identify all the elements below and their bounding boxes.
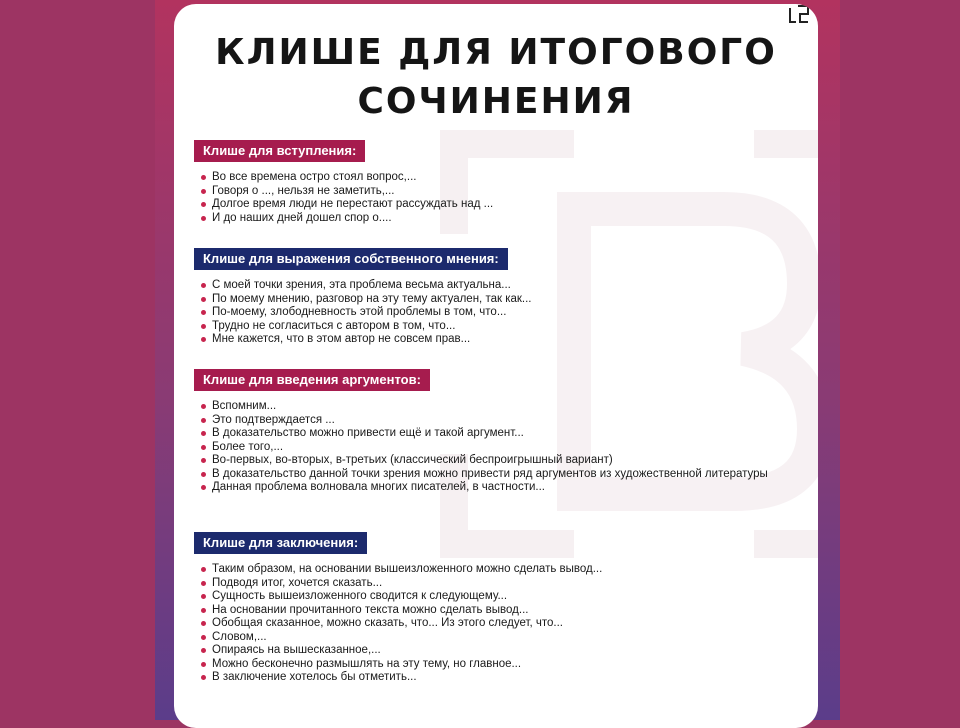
bullet-icon — [201, 567, 206, 572]
list-item: Более того,... — [200, 441, 794, 455]
bullet-icon — [201, 445, 206, 450]
list-item: Словом,... — [200, 631, 794, 645]
bullet-icon — [201, 675, 206, 680]
list-item: Во-первых, во-вторых, в-третьих (классический беспроигрышный вариант) — [200, 454, 794, 468]
bullet-icon — [201, 431, 206, 436]
list-item: Данная проблема волновала многих писателей, в частности... — [200, 481, 794, 495]
bullet-icon — [201, 337, 206, 342]
list-item: Говоря о ..., нельзя не заметить,... — [200, 185, 794, 199]
section-arguments — [194, 369, 794, 495]
list-item: По моему мнению, разговор на эту тему актуален, так как... — [200, 293, 794, 307]
bullet-icon — [201, 175, 206, 180]
right-background — [840, 0, 960, 720]
item-list — [200, 400, 794, 495]
section-introduction — [194, 140, 794, 225]
list-item: С моей точки зрения, эта проблема весьма актуальна... — [200, 279, 794, 293]
section-header: Клише для введения аргументов: — [194, 369, 430, 391]
bullet-icon — [201, 621, 206, 626]
list-item: Подводя итог, хочется сказать... — [200, 577, 794, 591]
bullet-icon — [201, 458, 206, 463]
list-item: В доказательство данной точки зрения можно привести ряд аргументов из художественной литературы — [200, 468, 794, 482]
bullet-icon — [201, 418, 206, 423]
item-list — [200, 171, 794, 225]
list-item: Обобщая сказанное, можно сказать, что... Из этого следует, что... — [200, 617, 794, 631]
bullet-icon — [201, 594, 206, 599]
bullet-icon — [201, 310, 206, 315]
bullet-icon — [201, 202, 206, 207]
title-line-1: КЛИШЕ ДЛЯ ИТОГОВОГО — [215, 32, 777, 73]
title-line-2: СОЧИНЕНИЯ — [357, 81, 635, 122]
bullet-icon — [201, 404, 206, 409]
list-item: В доказательство можно привести ещё и такой аргумент... — [200, 427, 794, 441]
list-item: Можно бесконечно размышлять на эту тему, но главное... — [200, 658, 794, 672]
list-item: Опираясь на вышесказанное,... — [200, 644, 794, 658]
list-item: По-моему, злободневность этой проблемы в том, что... — [200, 306, 794, 320]
list-item: Сущность вышеизложенного сводится к следующему... — [200, 590, 794, 604]
section-header: Клише для вступления: — [194, 140, 365, 162]
list-item: Трудно не согласиться с автором в том, что... — [200, 320, 794, 334]
list-item: Мне кажется, что в этом автор не совсем прав... — [200, 333, 794, 347]
bullet-icon — [201, 648, 206, 653]
bullet-icon — [201, 635, 206, 640]
list-item: Вспомним... — [200, 400, 794, 414]
bullet-icon — [201, 662, 206, 667]
bullet-icon — [201, 581, 206, 586]
bullet-icon — [201, 608, 206, 613]
list-item: В заключение хотелось бы отметить... — [200, 671, 794, 685]
item-list — [200, 279, 794, 347]
bullet-icon — [201, 297, 206, 302]
corner-logo-icon — [786, 4, 812, 26]
section-header: Клише для заключения: — [194, 532, 367, 554]
list-item: На основании прочитанного текста можно сделать вывод... — [200, 604, 794, 618]
bullet-icon — [201, 472, 206, 477]
section-header: Клише для выражения собственного мнения: — [194, 248, 508, 270]
list-item: Долгое время люди не перестают рассуждать над ... — [200, 198, 794, 212]
section-conclusion — [194, 532, 794, 685]
poster-card — [174, 4, 818, 728]
list-item: Это подтверждается ... — [200, 414, 794, 428]
item-list — [200, 563, 794, 685]
poster-title — [174, 28, 818, 126]
bullet-icon — [201, 324, 206, 329]
list-item: Во все времена остро стоял вопрос,... — [200, 171, 794, 185]
section-opinion — [194, 248, 794, 347]
bullet-icon — [201, 485, 206, 490]
left-background — [0, 0, 155, 720]
bullet-icon — [201, 283, 206, 288]
bullet-icon — [201, 216, 206, 221]
list-item: И до наших дней дошел спор о.... — [200, 212, 794, 226]
bullet-icon — [201, 189, 206, 194]
list-item: Таким образом, на основании вышеизложенного можно сделать вывод... — [200, 563, 794, 577]
